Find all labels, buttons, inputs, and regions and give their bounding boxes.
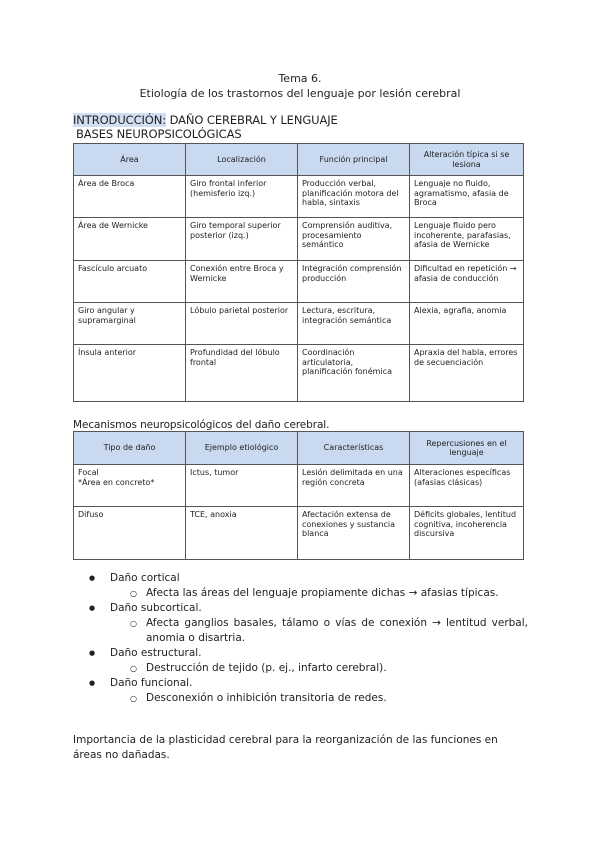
neuro-bases-table (73, 143, 524, 402)
bullet-label: Daño funcional. (110, 677, 193, 689)
table-row (74, 176, 524, 218)
sub-list-item: ○ Desconexión o inhibición transitoria de redes. (110, 691, 528, 706)
table-cell: Apraxia del habla, errores de secuenciación (410, 345, 524, 402)
table-cell: Lesión delimitada en una región concreta (298, 465, 410, 507)
sub-list-item: ○ Afecta las áreas del lenguaje propiamente dichas → afasias típicas. (110, 586, 528, 601)
table-row (74, 465, 524, 507)
table-cell: Producción verbal, planificación motora del habla, sintaxis (298, 176, 410, 218)
mechanisms-heading: Mecanismos neuropsicológicos del daño cerebral. (73, 419, 330, 431)
sub-list-item: ○ Afecta ganglios basales, tálamo o vías de conexión → lentitud verbal, anomia o disartria. (110, 616, 528, 646)
bullet-label: Daño estructural. (110, 647, 202, 659)
bases-heading: BASES NEUROPSICOLÓGICAS (76, 127, 242, 141)
col-header-etiology: Ejemplo etiológico (186, 432, 298, 465)
list-item (88, 676, 528, 706)
table-cell: Lectura, escritura, integración semántica (298, 303, 410, 345)
table-row (74, 218, 524, 261)
damage-type-list (88, 571, 528, 706)
bullet-label: Daño cortical (110, 572, 180, 584)
table-cell: Profundidad del lóbulo frontal (186, 345, 298, 402)
intro-heading-rest: DAÑO CEREBRAL Y LENGUAJE (166, 113, 338, 127)
document-title: Etiología de los trastornos del lenguaje por lesión cerebral (139, 87, 461, 100)
table-cell: Alexia, agrafia, anomia (410, 303, 524, 345)
closing-paragraph: Importancia de la plasticidad cerebral para la reorganización de las funciones en áreas no dañadas. (73, 734, 498, 761)
col-header-area: Área (74, 144, 186, 176)
table-cell: Alteraciones específicas (afasias clásicas) (410, 465, 524, 507)
mechanisms-table (73, 431, 524, 560)
table-row (74, 345, 524, 402)
table-cell: Ínsula anterior (74, 345, 186, 402)
list-item (88, 646, 528, 676)
sub-list-item: ○ Destrucción de tejido (p. ej., infarto cerebral). (110, 661, 528, 676)
col-header-repercussions: Repercusiones en el lenguaje (410, 432, 524, 465)
col-header-alteration: Alteración típica si se lesiona (410, 144, 524, 176)
list-item (88, 571, 528, 601)
table-cell: Área de Wernicke (74, 218, 186, 261)
col-header-damage-type: Tipo de daño (74, 432, 186, 465)
table-row (74, 261, 524, 303)
table-header-row (74, 432, 524, 465)
table-row (74, 303, 524, 345)
table-cell: Déficits globales, lentitud cognitiva, incoherencia discursiva (410, 507, 524, 560)
bullet-label: Daño subcortical. (110, 602, 202, 614)
table-cell: Fascículo arcuato (74, 261, 186, 303)
table-cell: TCE, anoxia (186, 507, 298, 560)
col-header-characteristics: Características (298, 432, 410, 465)
table-header-row (74, 144, 524, 176)
table-cell: Conexión entre Broca y Wernicke (186, 261, 298, 303)
focal-note: *Área en concreto* (78, 477, 155, 487)
intro-heading (73, 113, 338, 127)
list-item (88, 601, 528, 646)
table-cell: Giro angular y supramarginal (74, 303, 186, 345)
table-cell: Comprensión auditiva, procesamiento semántico (298, 218, 410, 261)
table-cell: Integración comprensión producción (298, 261, 410, 303)
table-cell (74, 465, 186, 507)
table-row (74, 507, 524, 560)
table-cell: Giro frontal inferior (hemisferio izq.) (186, 176, 298, 218)
table-cell: Lóbulo parietal posterior (186, 303, 298, 345)
table-cell: Giro temporal superior posterior (izq.) (186, 218, 298, 261)
table-cell: Lenguaje no fluido, agramatismo, afasia de Broca (410, 176, 524, 218)
table-cell: Ictus, tumor (186, 465, 298, 507)
intro-highlight: INTRODUCCIÓN: (73, 113, 167, 127)
table-cell: Lenguaje fluido pero incoherente, parafasias, afasia de Wernicke (410, 218, 524, 261)
damage-type-focal: Focal (78, 468, 99, 477)
topic-number: Tema 6. (278, 72, 322, 85)
table-cell: Coordinación articulatoria, planificación fonémica (298, 345, 410, 402)
col-header-function: Función principal (298, 144, 410, 176)
table-cell: Dificultad en repetición → afasia de conducción (410, 261, 524, 303)
table-cell: Afectación extensa de conexiones y sustancia blanca (298, 507, 410, 560)
table-cell: Área de Broca (74, 176, 186, 218)
table-cell: Difuso (74, 507, 186, 560)
col-header-location: Localización (186, 144, 298, 176)
